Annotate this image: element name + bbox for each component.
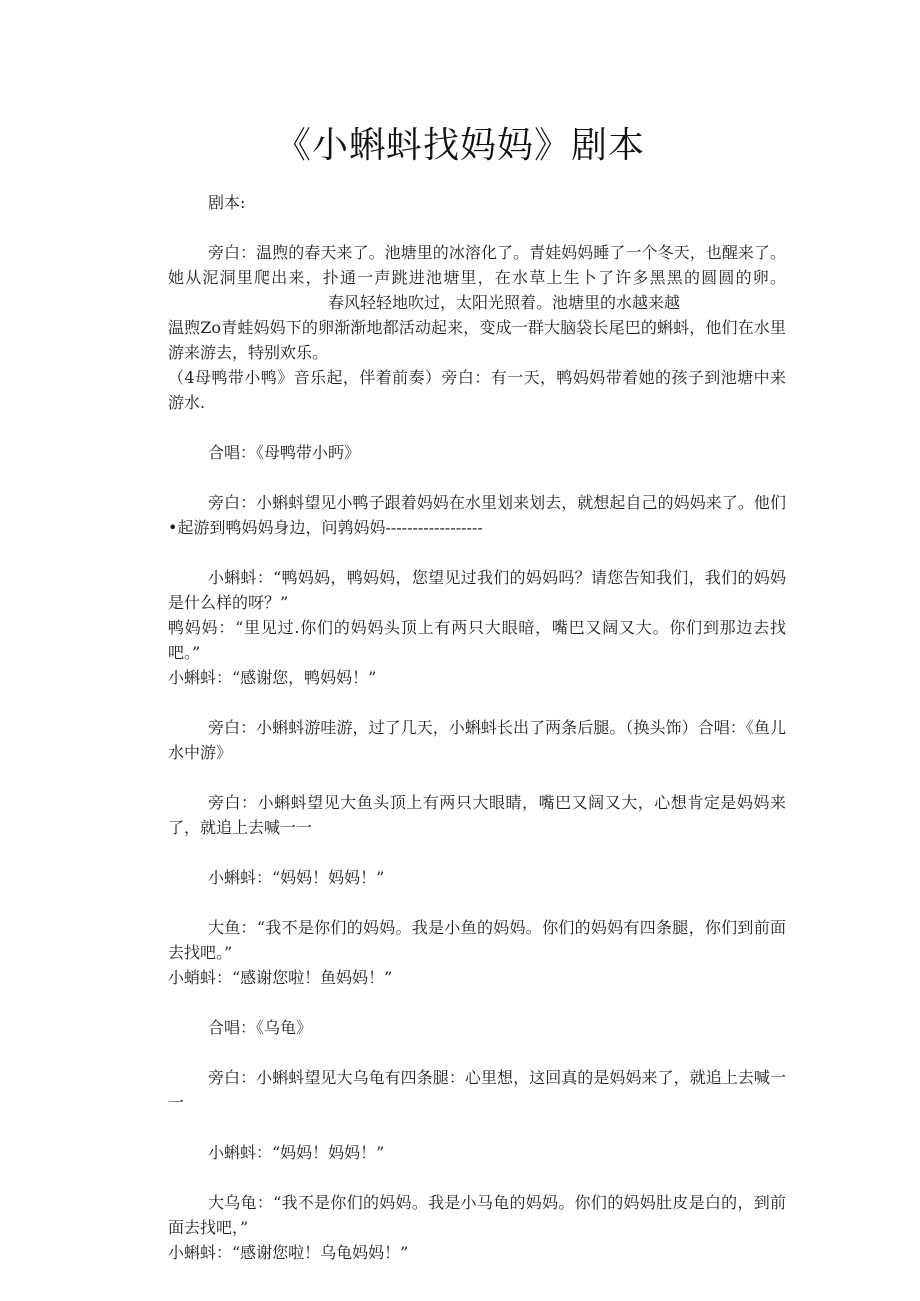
dialogue-line: 大乌龟：“我不是你们的妈妈。我是小马龟的妈妈。你们的妈妈肚皮是白的，到前面去找吧，” [168,1193,786,1237]
dash-line: ------------------ [385,518,483,537]
narration-text: 旁白：小蝌蚪望见小鸭子跟着妈妈在水里划来划去，就想起自己的妈妈来了。他们•起游到鸭妈妈身边，问鹑妈妈 [168,493,786,537]
document-title: 《小蝌蚪找妈妈》剧本 [274,125,645,166]
chorus-line: 合唱：《乌龟》 [208,1018,313,1037]
script-label: 剧本: [208,193,246,212]
dialogue-line: 小蝌蚪：“感谢您，鸭妈妈！” [168,668,377,687]
dialogue-line: 小蛸蚪：“感谢您啦！鱼妈妈！” [168,968,393,987]
narration-paragraph: 旁白：小蝌蚪望见大乌龟有四条腿：心里想，这回真的是妈妈来了，就追上去喊一一 [168,1068,786,1112]
dialogue-line: 鸭妈妈：“里见过.你们的妈妈头顶上有两只大眼暗，嘴巴又阔又大。你们到那边去找吧。” [168,618,786,662]
dialogue-line: 小蝌蚪：“鸭妈妈，鸭妈妈，您望见过我们的妈妈吗？请您告知我们，我们的妈妈是什么样的呀？” [168,568,786,612]
dialogue-line: 大鱼：“我不是你们的妈妈。我是小鱼的妈妈。你们的妈妈有四条腿，你们到前面去找吧。” [168,918,786,962]
narration-paragraph [168,240,786,315]
narration-text: 春风轻轻地吹过，太阳光照着。池塘里的水越来越 [328,293,681,312]
dialogue-line: 小蝌蚪：“妈妈！妈妈！” [208,1143,385,1162]
narration-paragraph: 温煦Zo青蛙妈妈下的卵渐渐地都活动起来，变成一群大脑袋长尾巴的蝌蚪，他们在水里游来游去，特别欢乐。 [168,318,786,362]
dialogue-line: 小蝌蚪：“妈妈！妈妈！” [208,868,385,887]
narration-paragraph [168,490,786,540]
chorus-line: 合唱：《母鸭带小眄》 [208,443,361,462]
narration-paragraph: 旁白：小蝌蚪望见大鱼头顶上有两只大眼睛，嘴巴又阔又大，心想肯定是妈妈来了，就追上去喊一一 [168,793,786,837]
music-cue-paragraph: （4母鸭带小鸭》音乐起，伴着前奏）旁白：有一天，鸭妈妈带着她的孩子到池塘中来游水. [168,368,786,412]
script-body [168,190,786,1265]
narration-paragraph: 旁白：小蝌蚪游哇游，过了几天，小蝌蚪长出了两条后腿。（换头饰）合唱：《鱼儿水中游》 [168,718,786,762]
dialogue-line: 小蝌蚪：“感谢您啦！乌龟妈妈！” [168,1243,409,1262]
narration-text: 旁白：温煦的春天来了。池塘里的冰溶化了。青娃妈妈睡了一个冬天，也醒来了。她从泥洞里爬出来，扑通一声跳进池塘里，在水草上生卜了许多黑黑的圆圆的卵。 [168,243,786,287]
